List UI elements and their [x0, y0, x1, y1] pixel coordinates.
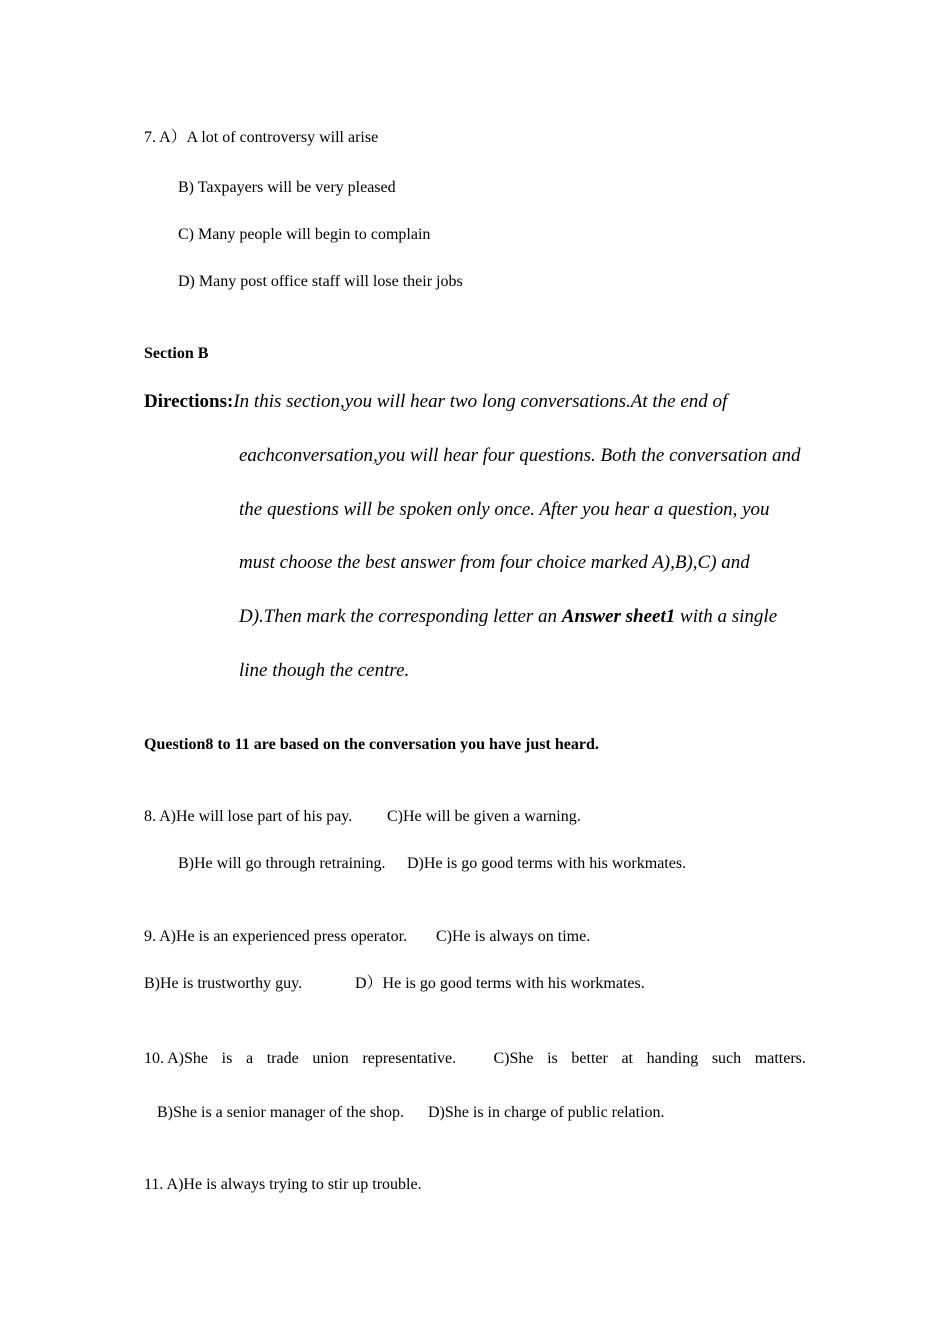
directions-line-4: must choose the best answer from four choice marked A),B),C) and: [239, 552, 750, 573]
q10-word: C)She: [493, 1050, 534, 1067]
directions-text-1: In this section,you will hear two long conversations.At the end of: [233, 391, 728, 412]
q10-line-1: [144, 1049, 806, 1069]
directions-line-6: line though the centre.: [239, 660, 410, 681]
directions-label: Directions:: [144, 391, 234, 412]
q9-option-c: C)He is always on time.: [436, 928, 591, 945]
question-group-intro: Question8 to 11 are based on the conversation you have just heard.: [144, 736, 599, 753]
q10-word: a: [245, 1050, 254, 1067]
q10-word: better: [571, 1050, 608, 1067]
q10-word: such: [711, 1050, 742, 1067]
q10-word: trade: [266, 1050, 299, 1067]
q8-option-a: 8. A)He will lose part of his pay.: [144, 808, 353, 825]
directions-line-3: the questions will be spoken only once. After you hear a question, you: [239, 499, 770, 520]
directions-line-5-after: with a single: [675, 606, 778, 627]
q10-word: at: [621, 1050, 633, 1067]
q10-word: 10. A)She: [144, 1050, 208, 1067]
directions-line-2: eachconversation,you will hear four questions. Both the conversation and: [239, 445, 801, 466]
answer-sheet-emphasis: Answer sheet1: [561, 606, 676, 627]
q8-option-d: D)He is go good terms with his workmates.: [407, 855, 687, 872]
q9-option-a: 9. A)He is an experienced press operator.: [144, 928, 408, 945]
q9-option-d: D）He is go good terms with his workmates.: [355, 975, 645, 992]
q9-option-b: B)He is trustworthy guy.: [144, 975, 303, 992]
q10-option-b: B)She is a senior manager of the shop.: [157, 1104, 405, 1121]
q7-option-d: D) Many post office staff will lose their jobs: [178, 273, 463, 290]
q10-gap: [470, 1049, 480, 1069]
q7-option-a: 7. A）A lot of controversy will arise: [144, 129, 379, 146]
q10-word: handing: [646, 1050, 699, 1067]
q10-word: matters.: [754, 1050, 806, 1067]
q10-word: union: [312, 1050, 349, 1067]
q7-option-c: C) Many people will begin to complain: [178, 226, 431, 243]
directions-line-5-before: D).Then mark the corresponding letter an: [239, 606, 562, 627]
directions-line-1: [144, 390, 727, 414]
directions-line-5: [239, 605, 777, 629]
q10-word: is: [547, 1050, 558, 1067]
q8-option-c: C)He will be given a warning.: [387, 808, 581, 825]
q11-option-a: 11. A)He is always trying to stir up trouble.: [144, 1176, 422, 1193]
q10-word: representative.: [362, 1050, 457, 1067]
q10-word: is: [221, 1050, 233, 1067]
q7-option-b: B) Taxpayers will be very pleased: [178, 179, 396, 196]
q10-option-d: D)She is in charge of public relation.: [428, 1104, 665, 1121]
q8-option-b: B)He will go through retraining.: [178, 855, 386, 872]
section-b-heading: Section B: [144, 345, 209, 362]
